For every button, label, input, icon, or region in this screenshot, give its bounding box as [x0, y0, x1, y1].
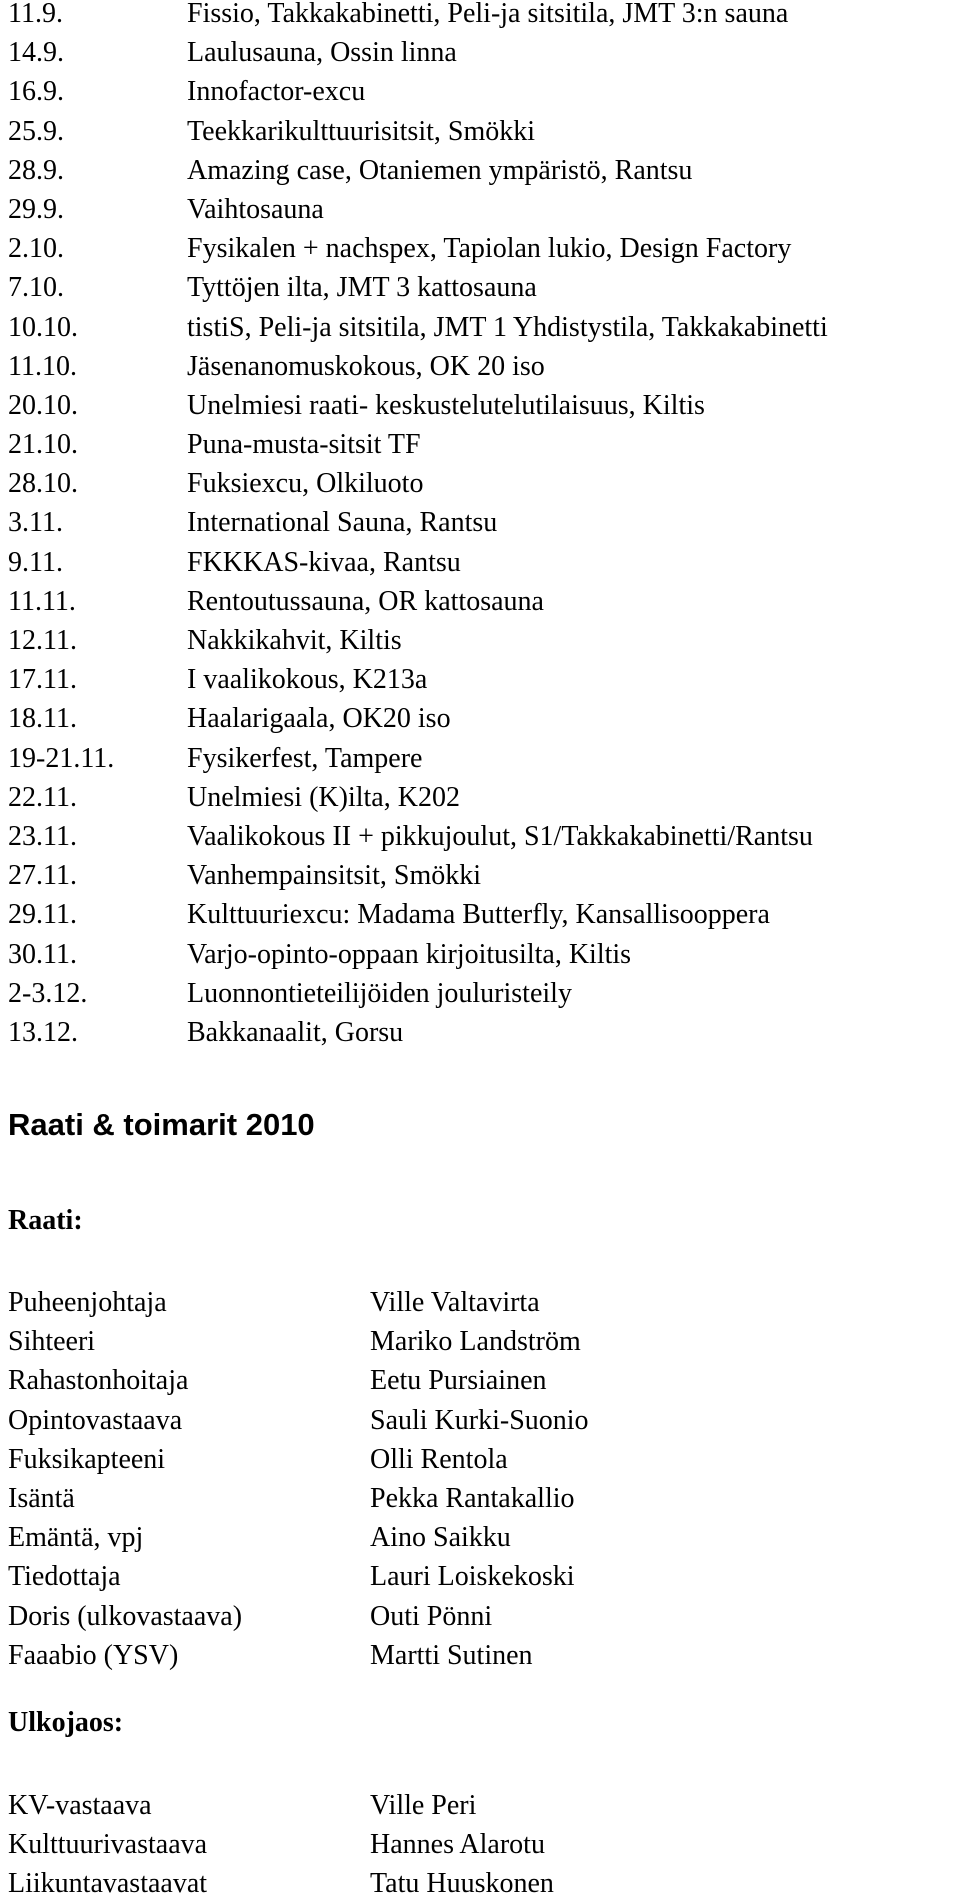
event-row — [8, 347, 958, 386]
event-description: Laulusauna, Ossin linna — [187, 37, 457, 69]
member-row — [8, 1518, 958, 1557]
event-row — [8, 817, 958, 856]
event-row — [8, 190, 958, 229]
event-date: 22.11. — [8, 781, 77, 813]
member-name: Sauli Kurki-Suonio — [370, 1404, 589, 1436]
member-row — [8, 1322, 958, 1361]
member-name: Tatu Huuskonen — [370, 1868, 554, 1900]
member-name: Lauri Loiskekoski — [370, 1561, 575, 1593]
event-description: International Sauna, Rantsu — [187, 507, 498, 539]
event-row — [8, 660, 958, 699]
event-date: 2-3.12. — [8, 977, 88, 1009]
member-row — [8, 1825, 958, 1864]
event-date: 7.10. — [8, 272, 64, 304]
event-description: Tyttöjen ilta, JMT 3 kattosauna — [187, 272, 537, 304]
event-description: Varjo-opinto-oppaan kirjoitusilta, Kiltis — [187, 938, 632, 970]
member-role: Fuksikapteeni — [8, 1443, 166, 1475]
event-description: Luonnontieteilijöiden jouluristeily — [187, 977, 572, 1009]
event-row — [8, 72, 958, 111]
member-role: Rahastonhoitaja — [8, 1365, 189, 1397]
member-role: Kulttuurivastaava — [8, 1829, 208, 1861]
event-date: 28.9. — [8, 154, 64, 186]
event-date: 11.10. — [8, 350, 77, 382]
event-row — [8, 268, 958, 307]
event-description: Teekkarikulttuurisitsit, Smökki — [187, 115, 536, 147]
event-date: 29.9. — [8, 193, 64, 225]
event-description: Innofactor-excu — [187, 76, 366, 108]
member-name: Eetu Pursiainen — [370, 1365, 547, 1397]
event-date: 18.11. — [8, 703, 77, 735]
event-description: tistiS, Peli-ja sitsitila, JMT 1 Yhdistystila, Takkakabinetti — [187, 311, 828, 343]
member-name: Hannes Alarotu — [370, 1829, 545, 1861]
member-row — [8, 1557, 958, 1596]
member-role: Doris (ulkovastaava) — [8, 1600, 243, 1632]
member-role: Isäntä — [8, 1482, 75, 1514]
event-row — [8, 464, 958, 503]
event-date: 11.11. — [8, 585, 76, 617]
event-date: 16.9. — [8, 76, 64, 108]
event-description: Rentoutussauna, OR kattosauna — [187, 585, 544, 617]
member-role: KV-vastaava — [8, 1790, 152, 1821]
event-row — [8, 778, 958, 817]
member-row — [8, 1636, 958, 1675]
event-row — [8, 739, 958, 778]
event-row — [8, 621, 958, 660]
event-row — [8, 1013, 958, 1052]
event-row — [8, 33, 958, 72]
event-row — [8, 582, 958, 621]
event-date: 11.9. — [8, 0, 63, 29]
event-row — [8, 0, 958, 33]
member-name: Olli Rentola — [370, 1443, 508, 1475]
member-row — [8, 1283, 958, 1322]
event-description: Haalarigaala, OK20 iso — [187, 703, 451, 735]
event-description: Fysikerfest, Tampere — [187, 742, 423, 774]
ulkojaos-member-list — [8, 1786, 958, 1904]
event-row — [8, 974, 958, 1013]
member-row — [8, 1440, 958, 1479]
event-date: 3.11. — [8, 507, 63, 539]
member-name: Ville Valtavirta — [370, 1287, 540, 1318]
event-row — [8, 503, 958, 542]
event-date: 27.11. — [8, 860, 77, 892]
member-name: Ville Peri — [370, 1790, 477, 1821]
event-date: 21.10. — [8, 429, 78, 461]
event-description: Nakkikahvit, Kiltis — [187, 625, 402, 656]
raati-member-list — [8, 1283, 958, 1675]
raati-heading: Raati: — [8, 1205, 83, 1236]
event-row — [8, 151, 958, 190]
member-name: Pekka Rantakallio — [370, 1482, 575, 1514]
event-date: 23.11. — [8, 820, 77, 852]
event-date: 12.11. — [8, 625, 77, 656]
event-date: 29.11. — [8, 899, 77, 931]
event-description: Fissio, Takkakabinetti, Peli-ja sitsitila, JMT 3:n sauna — [187, 0, 789, 29]
ulkojaos-heading: Ulkojaos: — [8, 1707, 124, 1738]
event-description: Bakkanaalit, Gorsu — [187, 1016, 404, 1048]
event-date: 9.11. — [8, 546, 63, 578]
event-description: Vaalikokous II + pikkujoulut, S1/Takkakabinetti/Rantsu — [187, 820, 813, 852]
member-name: Martti Sutinen — [370, 1639, 533, 1671]
member-role: Opintovastaava — [8, 1404, 183, 1436]
event-row — [8, 699, 958, 738]
event-description: Unelmiesi (K)ilta, K202 — [187, 781, 460, 813]
event-description: Amazing case, Otaniemen ympäristö, Rantsu — [187, 154, 693, 186]
event-description: Vaihtosauna — [187, 193, 324, 225]
event-description: Vanhempainsitsit, Smökki — [187, 860, 481, 892]
event-date: 25.9. — [8, 115, 64, 147]
event-date: 10.10. — [8, 311, 78, 343]
member-name: Mariko Landström — [370, 1326, 581, 1358]
member-role: Puheenjohtaja — [8, 1287, 167, 1318]
event-description: Jäsenanomuskokous, OK 20 iso — [187, 350, 545, 382]
event-date: 20.10. — [8, 389, 78, 421]
event-row — [8, 895, 958, 934]
member-role: Tiedottaja — [8, 1561, 121, 1593]
event-description: Kulttuuriexcu: Madama Butterfly, Kansallisooppera — [187, 899, 770, 931]
event-date: 19-21.11. — [8, 742, 115, 774]
event-row — [8, 112, 958, 151]
member-role: Sihteeri — [8, 1326, 96, 1358]
member-role: Emäntä, vpj — [8, 1522, 144, 1554]
event-date: 14.9. — [8, 37, 64, 69]
event-description: Fuksiexcu, Olkiluoto — [187, 468, 424, 500]
event-row — [8, 935, 958, 974]
event-row — [8, 543, 958, 582]
event-description: Puna-musta-sitsit TF — [187, 429, 421, 461]
member-row — [8, 1361, 958, 1400]
member-row — [8, 1401, 958, 1440]
event-list — [8, 0, 958, 1052]
event-row — [8, 856, 958, 895]
event-description: FKKKAS-kivaa, Rantsu — [187, 546, 461, 578]
event-date: 2.10. — [8, 233, 64, 265]
event-description: I vaalikokous, K213a — [187, 664, 428, 696]
member-row — [8, 1479, 958, 1518]
member-role: Liikuntavastaavat — [8, 1868, 208, 1900]
event-row — [8, 308, 958, 347]
event-row — [8, 386, 958, 425]
event-description: Unelmiesi raati- keskustelutelutilaisuus, Kiltis — [187, 389, 705, 421]
member-row — [8, 1597, 958, 1636]
member-row — [8, 1864, 958, 1903]
event-date: 13.12. — [8, 1016, 78, 1048]
section-title: Raati & toimarit 2010 — [8, 1107, 315, 1142]
event-date: 17.11. — [8, 664, 77, 696]
event-description: Fysikalen + nachspex, Tapiolan lukio, Design Factory — [187, 233, 792, 265]
member-role: Faaabio (YSV) — [8, 1639, 179, 1671]
member-name: Outi Pönni — [370, 1600, 493, 1632]
member-row — [8, 1786, 958, 1825]
event-row — [8, 425, 958, 464]
event-date: 28.10. — [8, 468, 78, 500]
event-date: 30.11. — [8, 938, 77, 970]
member-name: Aino Saikku — [370, 1522, 511, 1554]
event-row — [8, 229, 958, 268]
